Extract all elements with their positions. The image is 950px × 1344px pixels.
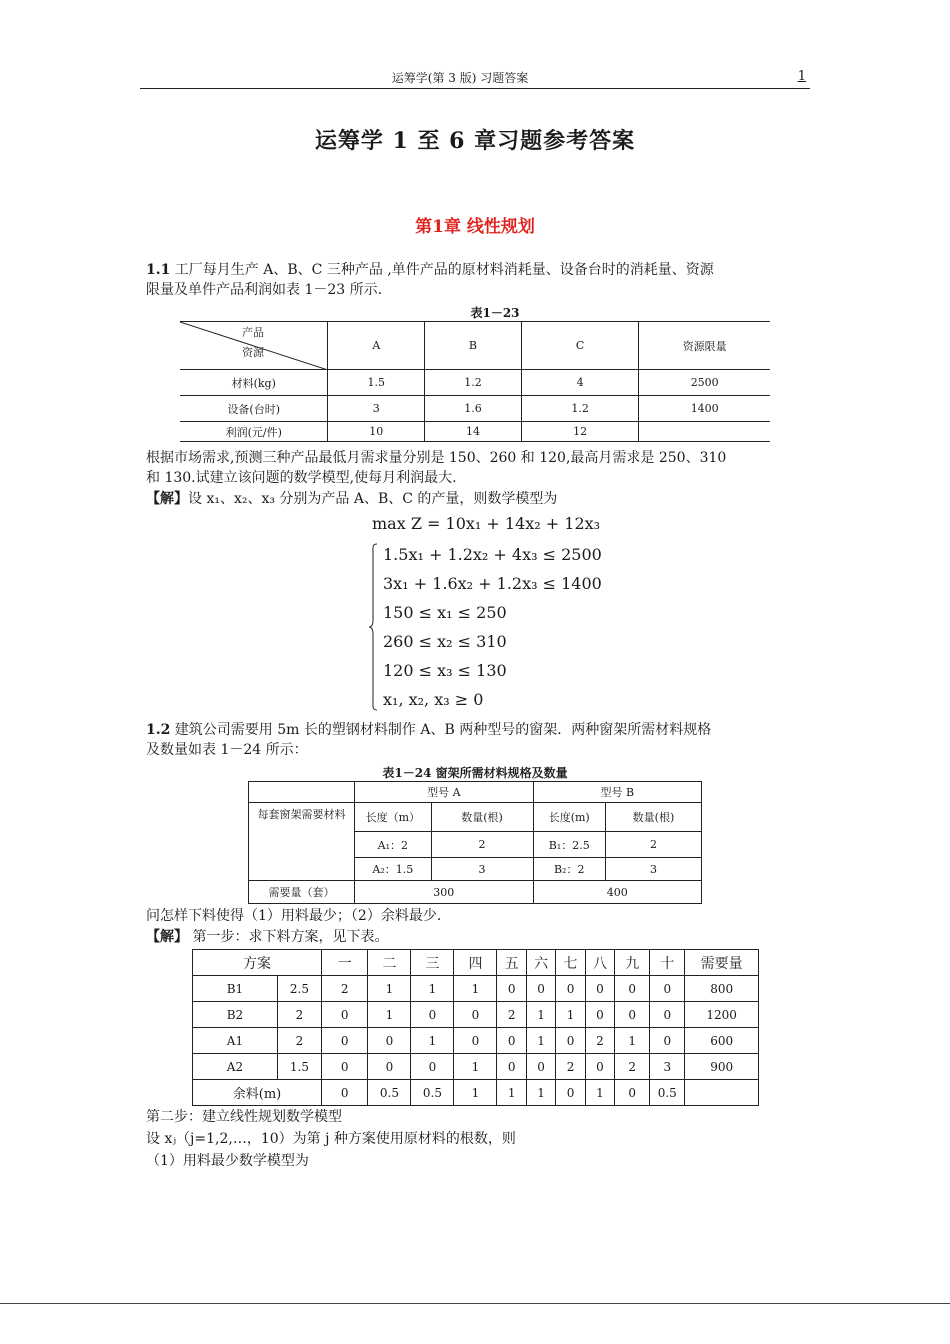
table-cell: B₂：2	[533, 858, 605, 881]
problem-text: 工厂每月生产 A、B、C 三种产品 ,单件产品的原材料消耗量、设备台时的消耗量、资源	[170, 262, 714, 278]
corner-bottom-label: 资源	[242, 346, 264, 359]
table-cell: 3	[650, 1054, 685, 1080]
plan-col-header: 二	[368, 950, 411, 976]
material-length: 2	[277, 1002, 321, 1028]
table-cell: 1	[615, 1028, 650, 1054]
constraint-2: 3x₁ + 1.6x₂ + 1.2x₃ ≤ 1400	[383, 574, 602, 593]
table-cell: 1.5	[328, 370, 425, 396]
table-cell: 0	[526, 976, 555, 1002]
waste-cell: 1	[585, 1080, 614, 1106]
solution-text: 设 x₁、x₂、x₃ 分别为产品 A、B、C 的产量，则数学模型为	[188, 491, 558, 507]
table-cell: 1400	[639, 396, 770, 422]
header-text: 运筹学(第 3 版) 习题答案	[391, 71, 529, 85]
sub-header: 长度(m)	[533, 803, 605, 832]
table-cell: 0	[615, 1002, 650, 1028]
table-cell: 0	[368, 1028, 411, 1054]
material-name: A1	[193, 1028, 278, 1054]
table-corner-cell	[180, 322, 328, 370]
waste-cell: 0	[615, 1080, 650, 1106]
solution-tag: 【解】	[146, 929, 188, 945]
solution-text: 第一步：求下料方案，见下表。	[188, 929, 389, 945]
resource-table	[180, 321, 770, 442]
table-cell: 0	[454, 1002, 497, 1028]
problem-number: 1.1	[146, 262, 171, 278]
row-label: 材料(kg)	[180, 370, 328, 396]
table-cell: 1	[411, 1028, 454, 1054]
table-cell: 1.6	[425, 396, 522, 422]
material-length: 1.5	[277, 1054, 321, 1080]
demand-cell: 900	[685, 1054, 759, 1080]
table-row	[180, 422, 770, 442]
table-cell: 1	[556, 1002, 585, 1028]
plan-col-header: 九	[615, 950, 650, 976]
table-cell: 2	[556, 1054, 585, 1080]
waste-cell: 0	[322, 1080, 368, 1106]
plan-col-header: 六	[526, 950, 555, 976]
demand-cell: 600	[685, 1028, 759, 1054]
demand-b: 400	[533, 881, 701, 904]
table-cell: 1.2	[425, 370, 522, 396]
chapter-heading: 第1章 线性规划	[415, 217, 535, 237]
table-cell: 0	[585, 1054, 614, 1080]
step-2-define: 设 xⱼ（j=1,2,…，10）为第 j 种方案使用原材料的根数，则	[146, 1131, 516, 1147]
table-cell: 0	[497, 1054, 526, 1080]
table-cell: 14	[425, 422, 522, 442]
table-cell: 2500	[639, 370, 770, 396]
constraint-4: 260 ≤ x₂ ≤ 310	[383, 632, 507, 651]
table-cell: 10	[328, 422, 425, 442]
header-cell: A	[328, 322, 425, 370]
table-cell: 0	[556, 976, 585, 1002]
table-cell: 0	[454, 1028, 497, 1054]
table-cell: 3	[431, 858, 533, 881]
table-cell: 0	[497, 1028, 526, 1054]
empty-cell	[249, 782, 355, 803]
header-cell: 资源限量	[639, 322, 770, 370]
problem-number: 1.2	[146, 722, 171, 738]
demand-header: 需要量	[685, 950, 759, 976]
page-header	[140, 68, 810, 89]
type-a-header: 型号 A	[355, 782, 533, 803]
table-cell: A₁：2	[355, 832, 431, 858]
constraint-3: 150 ≤ x₁ ≤ 250	[383, 603, 507, 622]
table-cell: 0	[322, 1028, 368, 1054]
table-cell: 0	[497, 976, 526, 1002]
table-row	[193, 976, 759, 1002]
step-2-model: （1）用料最少数学模型为	[146, 1153, 309, 1169]
type-b-header: 型号 B	[533, 782, 701, 803]
plan-col-header: 十	[650, 950, 685, 976]
table-cell: 0	[585, 1002, 614, 1028]
material-name: B1	[193, 976, 278, 1002]
waste-cell: 0.5	[411, 1080, 454, 1106]
table-row	[193, 1002, 759, 1028]
waste-label: 余料(m)	[193, 1080, 322, 1106]
table-cell: 0	[322, 1002, 368, 1028]
table-cell: 2	[497, 1002, 526, 1028]
waste-cell: 1	[526, 1080, 555, 1106]
plan-col-header: 五	[497, 950, 526, 976]
demand-label: 需要量（套）	[249, 881, 355, 904]
waste-cell: 1	[497, 1080, 526, 1106]
header-cell: C	[521, 322, 639, 370]
table-cell: 1	[526, 1002, 555, 1028]
table-row	[193, 1054, 759, 1080]
table-cell: 1.2	[521, 396, 639, 422]
waste-cell: 0.5	[368, 1080, 411, 1106]
plan-col-header: 三	[411, 950, 454, 976]
table-cell: 0	[556, 1028, 585, 1054]
table-row	[249, 881, 702, 904]
page-number: 1	[797, 69, 806, 84]
table-cell: 0	[526, 1054, 555, 1080]
footer-rule	[0, 1303, 950, 1304]
table-cell: 0	[650, 1002, 685, 1028]
plan-col-header: 四	[454, 950, 497, 976]
table-row	[180, 370, 770, 396]
sub-header: 长度（m）	[355, 803, 431, 832]
table-cell: 1	[454, 1054, 497, 1080]
table-cell: 1	[368, 1002, 411, 1028]
solution-1-2	[146, 927, 811, 947]
brace-icon	[368, 542, 378, 712]
constraint-1: 1.5x₁ + 1.2x₂ + 4x₃ ≤ 2500	[383, 545, 602, 564]
table-row	[180, 396, 770, 422]
waste-cell: 0.5	[650, 1080, 685, 1106]
row-label: 利润(元/件)	[180, 422, 328, 442]
problem-1-1-line2: 限量及单件产品利润如表 1－23 所示.	[146, 282, 383, 298]
table-cell: 0	[615, 976, 650, 1002]
demand-cell: 1200	[685, 1002, 759, 1028]
table-cell	[639, 422, 770, 442]
waste-cell: 0	[556, 1080, 585, 1106]
row-label: 每套窗架需要材料	[249, 803, 355, 881]
table-cell: 3	[328, 396, 425, 422]
table-cell: 0	[368, 1054, 411, 1080]
table-cell: 12	[521, 422, 639, 442]
sub-header: 数量(根)	[431, 803, 533, 832]
table-row	[193, 1028, 759, 1054]
header-plan: 方案	[193, 950, 322, 976]
table-cell: 2	[322, 976, 368, 1002]
material-length: 2.5	[277, 976, 321, 1002]
table-caption: 表1－23	[470, 306, 520, 320]
objective-function: max Z = 10x₁ + 14x₂ + 12x₃	[372, 514, 601, 533]
solution-1-1	[146, 489, 811, 509]
constraint-6: x₁, x₂, x₃ ≥ 0	[383, 690, 484, 709]
table-cell: 4	[521, 370, 639, 396]
table-cell: 1	[368, 976, 411, 1002]
empty-cell	[685, 1080, 759, 1106]
constraint-5: 120 ≤ x₃ ≤ 130	[383, 661, 507, 680]
material-length: 2	[277, 1028, 321, 1054]
cutting-plan-table	[192, 949, 759, 1106]
problem-text: 建筑公司需要用 5m 长的塑钢材料制作 A、B 两种型号的窗架．两种窗架所需材料规格	[170, 722, 712, 738]
problem-1-1-line1	[146, 260, 811, 280]
plan-col-header: 一	[322, 950, 368, 976]
page-title: 运筹学 1 至 6 章习题参考答案	[314, 128, 636, 154]
table-cell: 1	[411, 976, 454, 1002]
header-cell: B	[425, 322, 522, 370]
table-cell: 2	[605, 832, 701, 858]
material-name: B2	[193, 1002, 278, 1028]
table-caption: 表1－24 窗架所需材料规格及数量	[382, 766, 568, 780]
problem-1-2-question: 问怎样下料使得（1）用料最少；（2）余料最少.	[146, 908, 442, 924]
table-cell: 1	[526, 1028, 555, 1054]
demand-a: 300	[355, 881, 533, 904]
table-cell: 3	[605, 858, 701, 881]
problem-1-1-demand-line1: 根据市场需求,预测三种产品最低月需求量分别是 150、260 和 120,最高月需求是 250、310	[146, 450, 727, 466]
table-cell: 0	[585, 976, 614, 1002]
table-cell: 0	[322, 1054, 368, 1080]
demand-cell: 800	[685, 976, 759, 1002]
table-cell: B₁：2.5	[533, 832, 605, 858]
table-cell: 2	[615, 1054, 650, 1080]
plan-col-header: 七	[556, 950, 585, 976]
step-2: 第二步：建立线性规划数学模型	[146, 1109, 342, 1125]
table-cell: 0	[650, 976, 685, 1002]
table-cell: 0	[650, 1028, 685, 1054]
waste-row	[193, 1080, 759, 1106]
row-label: 设备(台时)	[180, 396, 328, 422]
material-name: A2	[193, 1054, 278, 1080]
table-cell: A₂：1.5	[355, 858, 431, 881]
problem-1-2-line1	[146, 720, 811, 740]
table-cell: 2	[585, 1028, 614, 1054]
problem-1-2-line2: 及数量如表 1－24 所示：	[146, 742, 308, 758]
corner-top-label: 产品	[242, 326, 264, 339]
problem-1-1-demand-line2: 和 130.试建立该问题的数学模型,使每月利润最大.	[146, 470, 457, 486]
sub-header: 数量(根)	[605, 803, 701, 832]
table-cell: 1	[454, 976, 497, 1002]
window-frame-table	[248, 781, 702, 904]
plan-col-header: 八	[585, 950, 614, 976]
solution-tag: 【解】	[146, 491, 188, 507]
table-cell: 0	[411, 1002, 454, 1028]
waste-cell: 1	[454, 1080, 497, 1106]
table-cell: 0	[411, 1054, 454, 1080]
table-cell: 2	[431, 832, 533, 858]
